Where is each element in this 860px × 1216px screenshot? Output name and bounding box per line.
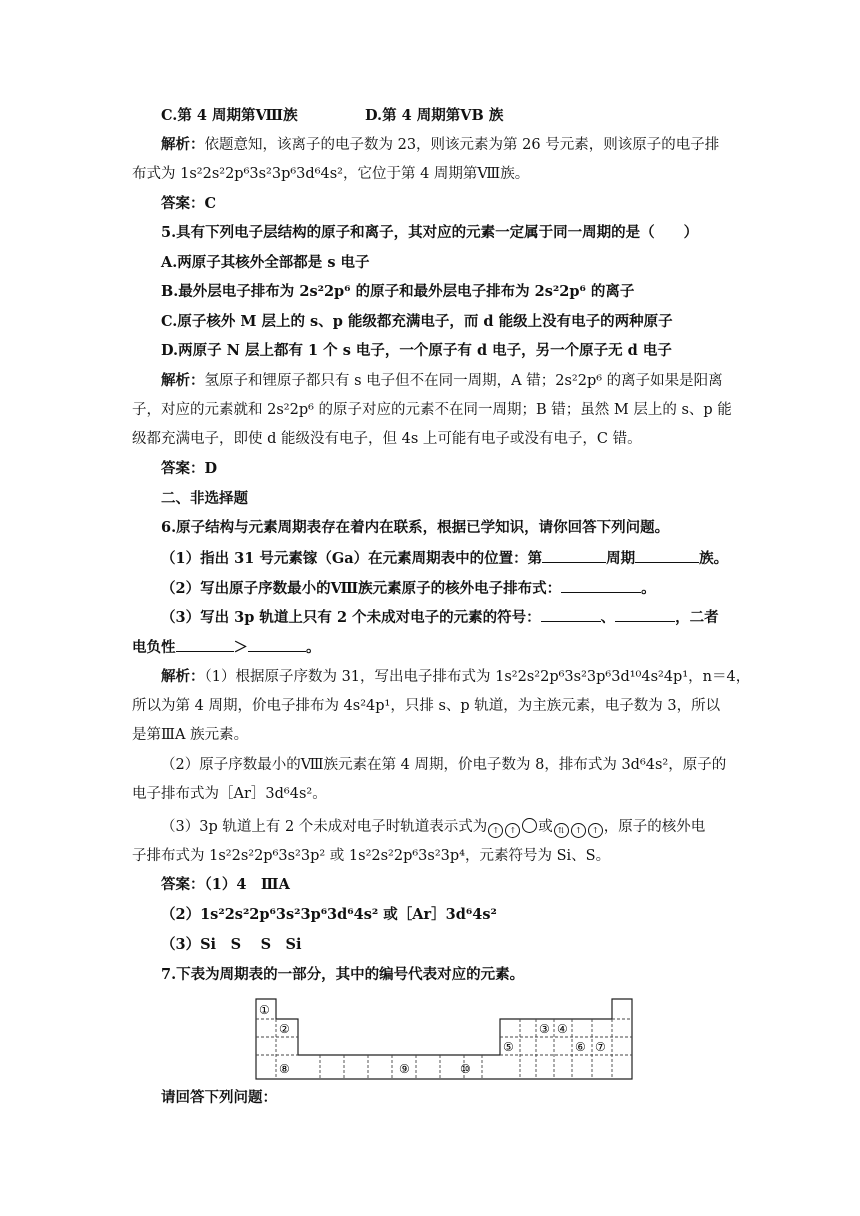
q6-part-3-cont xyxy=(132,636,321,659)
q6-part-1-text: （1）指出 31 号元素镓（Ga）在元素周期表中的位置：第 xyxy=(161,550,543,567)
element-label-3: ③ xyxy=(539,1022,550,1036)
answer-blank[interactable] xyxy=(561,577,641,593)
analysis-label: 解析： xyxy=(161,136,205,153)
q4-option-d: D.第 4 周期第ⅤB 族 xyxy=(365,107,504,124)
q5-option-b: B.最外层电子排布为 2s²2p⁶ 的原子和最外层电子排布为 2s²2p⁶ 的离子 xyxy=(161,283,635,300)
answer-blank[interactable] xyxy=(615,606,675,622)
q5-analysis-line-2: 子，对应的元素就和 2s²2p⁶ 的原子对应的元素不在同一周期；B 错；虽然 M 层上的 s、p 能 xyxy=(132,402,732,418)
q6-part-2-text: 。 xyxy=(641,580,656,597)
element-label-8: ⑧ xyxy=(279,1062,290,1076)
q6-answer-2: （2）1s²2s²2p⁶3s²3p⁶3d⁶4s² 或［Ar］3d⁶4s² xyxy=(161,906,497,923)
q6-part-1 xyxy=(161,547,728,570)
q4-option-c: C.第 4 周期第Ⅷ族 xyxy=(161,107,298,124)
analysis-label: 解析： xyxy=(161,372,205,389)
q5-stem: 5.具有下列电子层结构的原子和离子，其对应的元素一定属于同一周期的是（ ） xyxy=(161,224,699,241)
q6-analysis-1-line-1 xyxy=(161,666,750,688)
answer-blank[interactable] xyxy=(635,547,699,563)
element-label-6: ⑥ xyxy=(575,1040,586,1054)
q6-part-3-text: ＞ xyxy=(233,639,248,656)
q6-analysis-2-line-1: （2）原子序数最小的Ⅷ族元素在第 4 周期，价电子数为 8，排布式为 3d⁶4s²，原子的 xyxy=(161,757,727,773)
q6-part-2-text: （2）写出原子序数最小的Ⅷ族元素原子的核外电子排布式： xyxy=(161,580,562,597)
orbital-up-icon: ↑ xyxy=(505,823,520,838)
q6-part-3-text: 。 xyxy=(306,639,321,656)
q5-analysis-line-3: 级都充满电子，即使 d 能级没有电子，但 4s 上可能有电子或没有电子，C 错。 xyxy=(132,431,642,447)
analysis-text: 依题意知，该离子的电子数为 23，则该元素为第 26 号元素，则该原子的电子排 xyxy=(204,137,720,153)
orbital-up-icon: ↑ xyxy=(588,823,603,838)
q6-answer-1 xyxy=(161,874,290,896)
q5-answer: 答案：D xyxy=(161,460,218,477)
q6-part-1-text: 族。 xyxy=(699,550,729,567)
q6-part-3 xyxy=(161,606,719,629)
answer-blank[interactable] xyxy=(542,547,606,563)
q6-part-3-text: 、 xyxy=(600,609,616,626)
answer-blank[interactable] xyxy=(541,606,601,622)
q6-analysis-2-line-2: 电子排布式为［Ar］3d⁶4s²。 xyxy=(132,786,327,802)
q6-answer-3: （3）Si S S Si xyxy=(161,936,302,953)
q6-analysis-3-line-1 xyxy=(161,816,705,838)
q6-part-3-text: 电负性 xyxy=(132,639,176,656)
analysis-text: ，原子的核外电 xyxy=(603,819,706,835)
q4-analysis-line-1 xyxy=(161,134,719,156)
q7-prompt: 请回答下列问题： xyxy=(161,1089,277,1106)
q6-stem: 6.原子结构与元素周期表存在着内在联系，根据已学知识，请你回答下列问题。 xyxy=(161,519,670,536)
q6-analysis-3-line-2: 子排布式为 1s²2s²2p⁶3s²3p² 或 1s²2s²2p⁶3s²3p⁴，元素符号为 Si、S。 xyxy=(132,848,611,864)
element-label-2: ② xyxy=(279,1022,290,1036)
q4-answer: 答案：C xyxy=(161,195,217,212)
orbital-up-icon: ↑ xyxy=(488,823,503,838)
q6-analysis-1-line-2: 所以为第 4 周期，价电子排布为 4s²4p¹，只排 s、p 轨道，为主族元素，电子数为 3，所以 xyxy=(132,698,721,714)
analysis-text: 氢原子和锂原子都只有 s 电子但不在同一周期，A 错；2s²2p⁶ 的离子如果是阳离 xyxy=(204,373,723,389)
q7-stem: 7.下表为周期表的一部分，其中的编号代表对应的元素。 xyxy=(161,966,525,983)
q5-option-c: C.原子核外 M 层上的 s、p 能级都充满电子，而 d 能级上没有电子的两种原子 xyxy=(161,313,673,330)
periodic-table-fragment xyxy=(252,995,636,1083)
q6-part-1-text: 周期 xyxy=(606,550,636,567)
orbital-up-icon: ↑ xyxy=(571,823,586,838)
element-label-9: ⑨ xyxy=(399,1062,410,1076)
element-label-5: ⑤ xyxy=(503,1040,514,1054)
q6-part-3-text: （3）写出 3p 轨道上只有 2 个未成对电子的元素的符号： xyxy=(161,609,541,626)
q5-option-d: D.两原子 N 层上都有 1 个 s 电子，一个原子有 d 电子，另一个原子无 d 电子 xyxy=(161,342,672,359)
answer-label: 答案： xyxy=(161,876,205,893)
element-label-1: ① xyxy=(259,1003,270,1017)
q6-part-3-text: ，二者 xyxy=(675,609,719,626)
q6-analysis-1-line-3: 是第ⅢA 族元素。 xyxy=(132,727,249,743)
q6-part-2 xyxy=(161,577,656,600)
element-label-7: ⑦ xyxy=(595,1040,606,1054)
element-label-10: ⑩ xyxy=(460,1062,471,1076)
q5-analysis-line-1 xyxy=(161,370,723,392)
element-label-4: ④ xyxy=(557,1022,568,1036)
analysis-text: （3）3p 轨道上有 2 个未成对电子时轨道表示式为 xyxy=(161,819,488,835)
answer-blank[interactable] xyxy=(248,636,306,652)
section-heading: 二、非选择题 xyxy=(161,490,248,507)
q4-analysis-line-2: 布式为 1s²2s²2p⁶3s²3p⁶3d⁶4s²，它位于第 4 周期第Ⅷ族。 xyxy=(132,166,530,182)
answer-blank[interactable] xyxy=(176,636,234,652)
orbital-paired-icon: ⇅ xyxy=(554,823,569,838)
analysis-text: 或 xyxy=(538,819,553,835)
analysis-text: （1）根据原子序数为 31，写出电子排布式为 1s²2s²2p⁶3s²3p⁶3d¹⁰4s²4p¹，n＝4， xyxy=(204,669,751,685)
q5-option-a: A.两原子其核外全部都是 s 电子 xyxy=(161,254,370,271)
orbital-empty-icon xyxy=(522,818,537,833)
answer-text: （1）4 ⅢA xyxy=(204,876,290,893)
analysis-label: 解析： xyxy=(161,668,205,685)
